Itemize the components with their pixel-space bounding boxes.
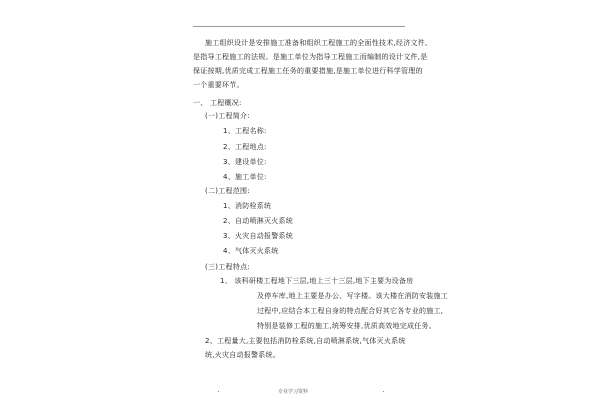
list-item: 2、工程地点: — [223, 143, 267, 151]
intro-line-2: 是指导工程施工的法规。是施工单位为指导工程施工而编制的设计文件,是 — [193, 53, 428, 61]
feature-paragraph-line: 统,火灾自动报警系统。 — [205, 351, 280, 359]
list-item: 3、火灾自动报警系统 — [223, 232, 293, 240]
list-item: 4、气体灭火系统 — [223, 247, 279, 255]
list-item: 2、自动喷淋灭火系统 — [223, 217, 293, 225]
feature-paragraph-line: 过程中,应结合本工程自身的特点配合好其它各专业的施工, — [257, 307, 444, 315]
subsection-heading-intro: (一)工程简介: — [205, 112, 250, 120]
intro-line-4: 一个重要环节。 — [193, 81, 244, 89]
intro-line-3: 保证按期,优质完成工程施工任务的重要措施,是施工单位进行科学管理的 — [193, 67, 423, 75]
list-item: 3、建设单位: — [223, 158, 267, 166]
header-rule — [193, 26, 405, 27]
feature-paragraph-line: 1、 该科研楼工程地下三层,地上三十三层,地下主要为设备房 — [220, 277, 414, 285]
footer-dot — [383, 391, 384, 392]
subsection-heading-features: (三)工程特点: — [205, 263, 250, 271]
footer-dot — [218, 391, 219, 392]
feature-paragraph-line: 2、工程量大,主要包括消防栓系统,自动喷淋系统,气体灭火系统 — [205, 337, 406, 345]
feature-paragraph-line: 及停车库,地上主要是办公、写字楼。该大楼在消防安装施工 — [257, 292, 448, 300]
subsection-heading-scope: (二)工程范围: — [205, 187, 250, 195]
list-item: 1、工程名称: — [223, 127, 267, 135]
feature-paragraph-line: 特别是装修工程的施工,统筹安排,优质高效地完成任务。 — [257, 322, 436, 330]
list-item: 1、消防栓系统 — [223, 202, 272, 210]
page-footer: 专业学习资料 — [278, 389, 309, 395]
section-heading-overview: 一、 工程概况: — [193, 99, 242, 107]
list-item: 4、施工单位: — [223, 173, 267, 181]
intro-line-1: 施工组织设计是安排施工准备和组织工程施工的全面性技术,经济文件, — [205, 39, 428, 47]
